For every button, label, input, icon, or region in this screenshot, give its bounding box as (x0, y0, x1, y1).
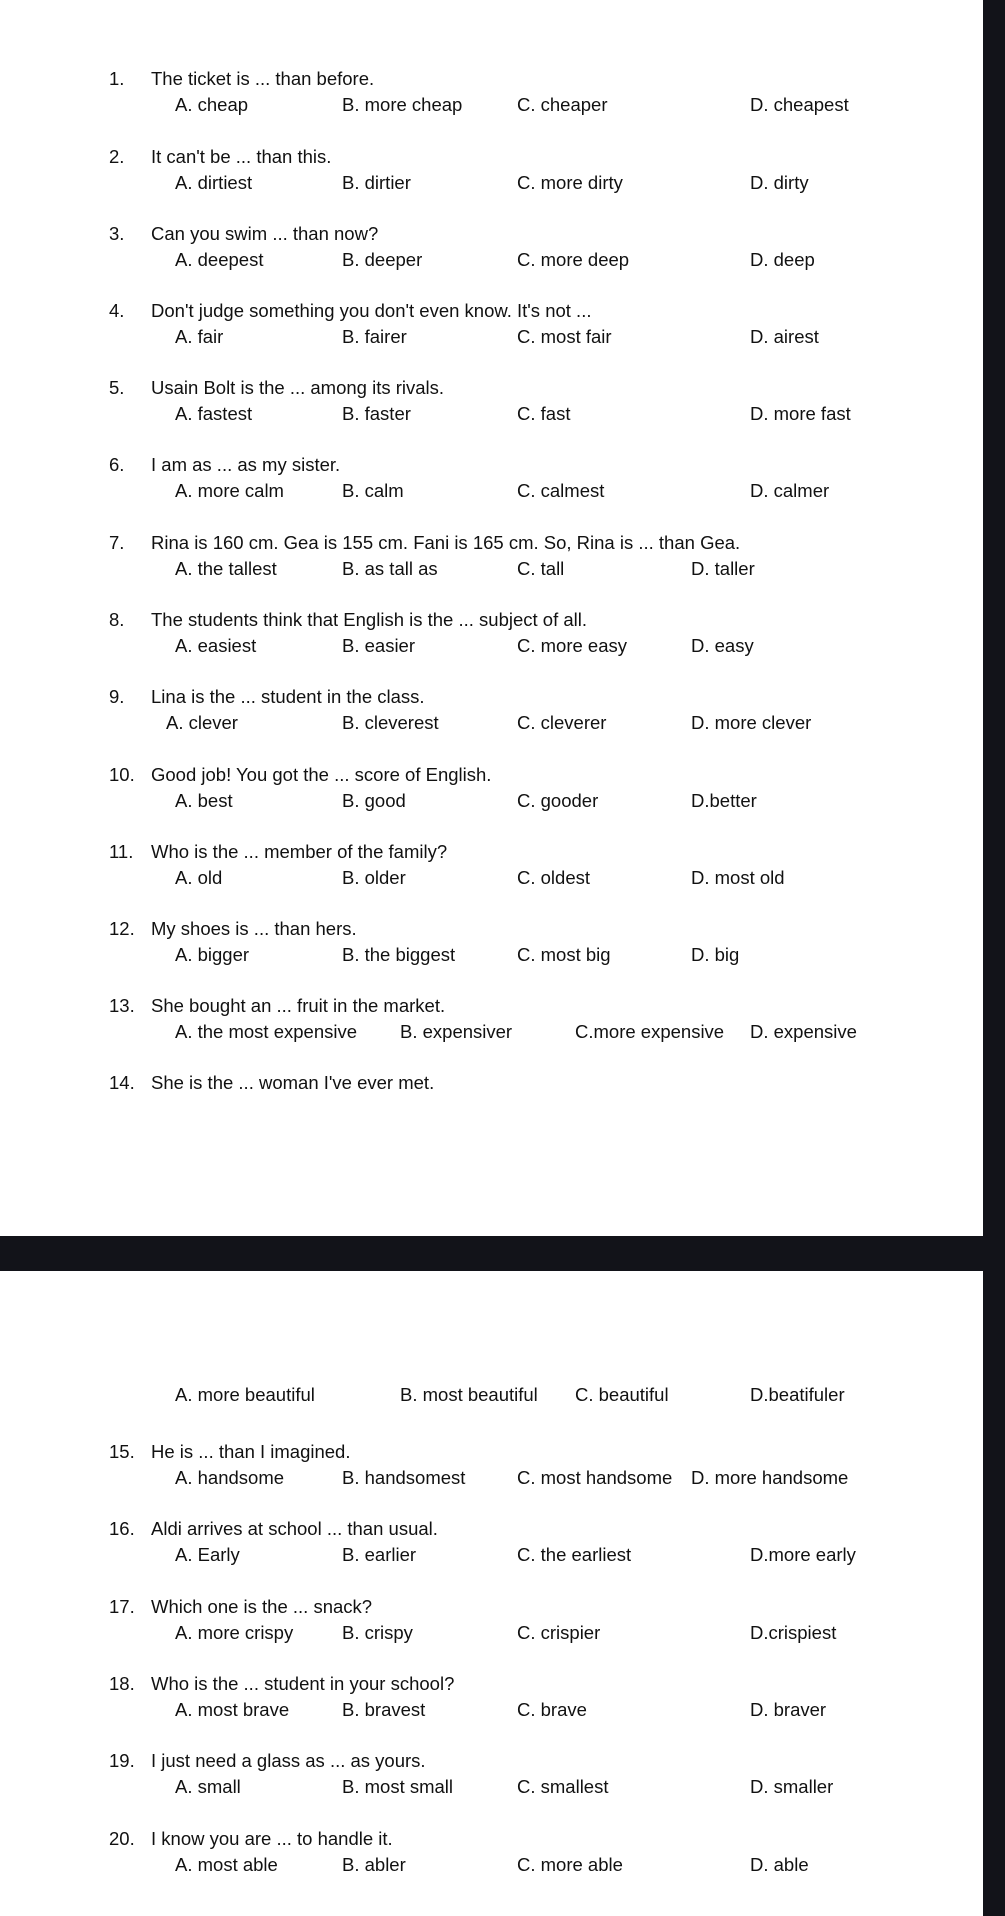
question-number: 4. (109, 300, 125, 321)
question-number: 9. (109, 686, 125, 707)
option-b[interactable]: B. deeper (342, 249, 423, 270)
option-c[interactable]: C. more dirty (517, 172, 623, 193)
option-c[interactable]: C. most handsome (517, 1467, 673, 1488)
option-b[interactable]: B. earlier (342, 1544, 417, 1565)
option-a[interactable]: A. more beautiful (175, 1384, 315, 1405)
question-text: I just need a glass as ... as yours. (151, 1750, 426, 1771)
option-d[interactable]: D. more clever (691, 712, 812, 733)
option-b[interactable]: B. more cheap (342, 94, 463, 115)
question-15 (0, 1441, 983, 1463)
option-c[interactable]: C. oldest (517, 867, 591, 888)
question-4 (0, 300, 983, 322)
option-d[interactable]: D. smaller (750, 1776, 834, 1797)
question-number: 11. (109, 841, 134, 862)
option-c[interactable]: C. tall (517, 558, 565, 579)
question-19 (0, 1750, 983, 1772)
option-b[interactable]: B. cleverest (342, 712, 439, 733)
question-18 (0, 1673, 983, 1695)
option-b[interactable]: B. fairer (342, 326, 407, 347)
question-number: 19. (109, 1750, 135, 1771)
option-d[interactable]: D. airest (750, 326, 819, 347)
question-text: My shoes is ... than hers. (151, 918, 357, 939)
question-5 (0, 377, 983, 399)
question-7 (0, 532, 983, 554)
question-number: 7. (109, 532, 125, 553)
option-a[interactable]: A. more crispy (175, 1622, 294, 1643)
question-number: 13. (109, 995, 135, 1016)
question-11 (0, 841, 983, 863)
option-d[interactable]: D.more early (750, 1544, 856, 1565)
option-c[interactable]: C. brave (517, 1699, 587, 1720)
question-number: 12. (109, 918, 135, 939)
option-a[interactable]: A. most brave (175, 1699, 290, 1720)
option-a[interactable]: A. clever (166, 712, 238, 733)
option-c[interactable]: C. smallest (517, 1776, 609, 1797)
option-b[interactable]: B. abler (342, 1854, 406, 1875)
question-text: Rina is 160 cm. Gea is 155 cm. Fani is 165 cm. So, Rina is ... than Gea. (151, 532, 741, 553)
option-b[interactable]: B. faster (342, 403, 411, 424)
question-number: 15. (109, 1441, 135, 1462)
question-16 (0, 1518, 983, 1540)
question-text: He is ... than I imagined. (151, 1441, 351, 1462)
question-2 (0, 146, 983, 168)
option-c[interactable]: C. calmest (517, 480, 605, 501)
question-number: 8. (109, 609, 125, 630)
question-text: Lina is the ... student in the class. (151, 686, 425, 707)
question-20 (0, 1828, 983, 1850)
option-a[interactable]: A. dirtiest (175, 172, 253, 193)
option-a[interactable]: A. bigger (175, 944, 250, 965)
option-a[interactable]: A. easiest (175, 635, 257, 656)
option-d[interactable]: D. dirty (750, 172, 809, 193)
question-text: Who is the ... member of the family? (151, 841, 448, 862)
question-number: 10. (109, 764, 135, 785)
option-a[interactable]: A. old (175, 867, 223, 888)
question-number: 1. (109, 68, 125, 89)
option-a[interactable]: A. the tallest (175, 558, 277, 579)
option-c[interactable]: C. most fair (517, 326, 612, 347)
option-d[interactable]: D. cheapest (750, 94, 849, 115)
option-b[interactable]: B. handsomest (342, 1467, 466, 1488)
question-9 (0, 686, 983, 708)
option-d[interactable]: D. able (750, 1854, 809, 1875)
option-b[interactable]: B. most beautiful (400, 1384, 538, 1405)
question-text: The ticket is ... than before. (151, 68, 375, 89)
option-b[interactable]: B. dirtier (342, 172, 411, 193)
question-text: The students think that English is the ... subject of all. (151, 609, 588, 630)
question-text: Can you swim ... than now? (151, 223, 379, 244)
option-d[interactable]: D.crispiest (750, 1622, 837, 1643)
option-c[interactable]: C. fast (517, 403, 571, 424)
question-text: She bought an ... fruit in the market. (151, 995, 446, 1016)
option-d[interactable]: D.beatifuler (750, 1384, 845, 1405)
option-c[interactable]: C. more deep (517, 249, 630, 270)
option-b[interactable]: B. bravest (342, 1699, 426, 1720)
option-c[interactable]: C. cheaper (517, 94, 608, 115)
option-c[interactable]: C. crispier (517, 1622, 601, 1643)
question-1 (0, 68, 983, 90)
question-text: Usain Bolt is the ... among its rivals. (151, 377, 445, 398)
option-b[interactable]: B. good (342, 790, 406, 811)
question-text: Which one is the ... snack? (151, 1596, 373, 1617)
option-b[interactable]: B. as tall as (342, 558, 438, 579)
option-d[interactable]: D.better (691, 790, 757, 811)
option-a[interactable]: A. most able (175, 1854, 278, 1875)
option-b[interactable]: B. most small (342, 1776, 454, 1797)
option-c[interactable]: C. more able (517, 1854, 623, 1875)
option-d[interactable]: D. most old (691, 867, 785, 888)
question-6 (0, 454, 983, 476)
question-text: I know you are ... to handle it. (151, 1828, 393, 1849)
question-number: 6. (109, 454, 125, 475)
question-number: 2. (109, 146, 125, 167)
question-3 (0, 223, 983, 245)
worksheet-page-2 (0, 1271, 983, 1916)
option-a[interactable]: A. the most expensive (175, 1021, 358, 1042)
option-a[interactable]: A. best (175, 790, 233, 811)
option-d[interactable]: D. more fast (750, 403, 851, 424)
option-a[interactable]: A. fair (175, 326, 224, 347)
option-a[interactable]: A. cheap (175, 94, 249, 115)
option-a[interactable]: A. more calm (175, 480, 284, 501)
question-17 (0, 1596, 983, 1618)
question-text: Don't judge something you don't even know. It's not ... (151, 300, 592, 321)
question-number: 3. (109, 223, 125, 244)
option-d[interactable]: D. big (691, 944, 740, 965)
question-13 (0, 995, 983, 1017)
question-text: I am as ... as my sister. (151, 454, 341, 475)
option-a[interactable]: A. Early (175, 1544, 240, 1565)
question-text: Good job! You got the ... score of English. (151, 764, 492, 785)
question-10 (0, 764, 983, 786)
question-number: 17. (109, 1596, 135, 1617)
option-b[interactable]: B. expensiver (400, 1021, 513, 1042)
question-12 (0, 918, 983, 940)
option-d[interactable]: D. more handsome (691, 1467, 849, 1488)
option-d[interactable]: D. calmer (750, 480, 830, 501)
option-b[interactable]: B. older (342, 867, 406, 888)
question-text: Aldi arrives at school ... than usual. (151, 1518, 438, 1539)
option-c[interactable]: C. cleverer (517, 712, 607, 733)
option-a[interactable]: A. fastest (175, 403, 253, 424)
option-d[interactable]: D. braver (750, 1699, 827, 1720)
question-14 (0, 1072, 983, 1094)
option-c[interactable]: C.more expensive (575, 1021, 725, 1042)
option-d[interactable]: D. taller (691, 558, 755, 579)
question-number: 14. (109, 1072, 135, 1093)
question-number: 5. (109, 377, 125, 398)
option-a[interactable]: A. deepest (175, 249, 264, 270)
question-number: 18. (109, 1673, 135, 1694)
option-a[interactable]: A. handsome (175, 1467, 285, 1488)
option-b[interactable]: B. the biggest (342, 944, 456, 965)
option-d[interactable]: D. deep (750, 249, 815, 270)
option-b[interactable]: B. calm (342, 480, 404, 501)
question-text: It can't be ... than this. (151, 146, 332, 167)
question-number: 20. (109, 1828, 135, 1849)
question-8 (0, 609, 983, 631)
option-c[interactable]: C. more easy (517, 635, 628, 656)
option-d[interactable]: D. expensive (750, 1021, 857, 1042)
option-a[interactable]: A. small (175, 1776, 241, 1797)
option-c[interactable]: C. the earliest (517, 1544, 632, 1565)
option-c[interactable]: C. most big (517, 944, 611, 965)
question-text: Who is the ... student in your school? (151, 1673, 455, 1694)
option-b[interactable]: B. crispy (342, 1622, 413, 1643)
question-number: 16. (109, 1518, 135, 1539)
option-c[interactable]: C. gooder (517, 790, 599, 811)
option-b[interactable]: B. easier (342, 635, 416, 656)
option-d[interactable]: D. easy (691, 635, 754, 656)
question-text: She is the ... woman I've ever met. (151, 1072, 435, 1093)
option-c[interactable]: C. beautiful (575, 1384, 669, 1405)
